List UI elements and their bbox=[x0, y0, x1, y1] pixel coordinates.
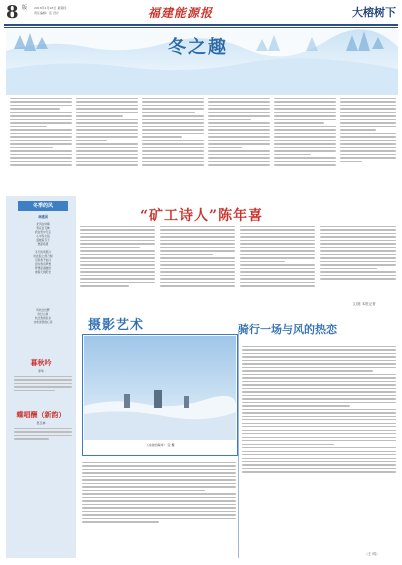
poem-line: 因为我有梦想 bbox=[34, 262, 52, 266]
page-header bbox=[0, 0, 402, 24]
top-column-4 bbox=[208, 98, 270, 190]
article2-byline: （王 明） bbox=[364, 552, 380, 556]
sidebar-section3-text bbox=[14, 428, 72, 450]
sidebar-title: 冬季的风 bbox=[18, 201, 68, 211]
article2-body bbox=[242, 346, 396, 552]
page-number: 8 bbox=[6, 2, 19, 23]
article2-title: 骑行一场与风的热恋 bbox=[238, 323, 337, 336]
sidebar-poem-1 bbox=[14, 222, 72, 246]
article1-title: “矿工诗人”陈年喜 bbox=[140, 208, 264, 224]
top-column-2 bbox=[76, 98, 138, 190]
poem-line: 心中有火焰 bbox=[36, 234, 50, 238]
top-column-6 bbox=[340, 98, 396, 190]
header-date: 2016年1月28日 星期四 bbox=[34, 6, 67, 10]
sidebar-poem-2 bbox=[14, 250, 72, 274]
newspaper-title: 福建能源报 bbox=[148, 6, 214, 20]
poem-line: 也吹进我的心房 bbox=[33, 320, 53, 324]
poem-line: 梦想是温暖的 bbox=[34, 266, 52, 270]
poem-line: 吹过山岗 bbox=[37, 312, 49, 316]
poem-line: 燃起希望 bbox=[37, 242, 49, 246]
sidebar-section3-title: 蝶唱酬（新韵） bbox=[16, 410, 66, 419]
poem-line: 风吹过田野 bbox=[36, 308, 50, 312]
poem-line: 雪花在飞舞 bbox=[36, 226, 50, 230]
poem-line: 像春天的阳光 bbox=[34, 270, 52, 274]
poem-line: 北风在呼啸 bbox=[36, 222, 50, 226]
banner-title: 冬之趣 bbox=[168, 37, 228, 58]
sidebar-poem-3 bbox=[14, 308, 72, 324]
sidebar-section2-text bbox=[14, 376, 72, 406]
top-column-1 bbox=[10, 98, 72, 190]
top-column-5 bbox=[274, 98, 336, 190]
sidebar-section2-author: 李华 bbox=[37, 369, 44, 373]
article1-column-2 bbox=[160, 226, 235, 310]
article1-column-1 bbox=[80, 226, 155, 310]
photo-frame bbox=[82, 334, 238, 456]
sidebar-subtitle: 林建国 bbox=[38, 215, 48, 219]
frozen-coast-photo bbox=[84, 336, 236, 440]
article1-byline: 文/图 本报记者 bbox=[352, 302, 376, 306]
photo-section-title: 摄影艺术 bbox=[88, 318, 145, 333]
poem-line: 可是我不怕冷 bbox=[34, 258, 52, 262]
sidebar-section2-title: 暮秋吟 bbox=[30, 358, 52, 367]
header-editor: 责任编辑：张 设计 bbox=[34, 11, 59, 15]
header-rule-thin bbox=[4, 27, 398, 28]
poem-line: 吹在脸上像刀割 bbox=[33, 254, 53, 258]
photo-caption: 《冰封的海岸》 张 摄 bbox=[145, 443, 175, 447]
photo-section-text bbox=[82, 462, 236, 558]
page-number-unit: 版 bbox=[22, 5, 28, 11]
poem-line: 冬天的风很冷 bbox=[34, 250, 52, 254]
section-title: 大榕树下 bbox=[352, 6, 396, 19]
poem-line: 吹过我的家乡 bbox=[34, 316, 52, 320]
header-rule bbox=[4, 24, 398, 26]
poem-line: 温暖着冬天 bbox=[36, 238, 50, 242]
poem-line: 我在雪中行走 bbox=[34, 230, 52, 234]
article1-column-4 bbox=[320, 226, 396, 310]
top-column-3 bbox=[142, 98, 204, 190]
sidebar-section3-author: 吴玉林 bbox=[36, 421, 46, 425]
article1-column-3 bbox=[240, 226, 315, 310]
column-divider bbox=[238, 330, 239, 558]
